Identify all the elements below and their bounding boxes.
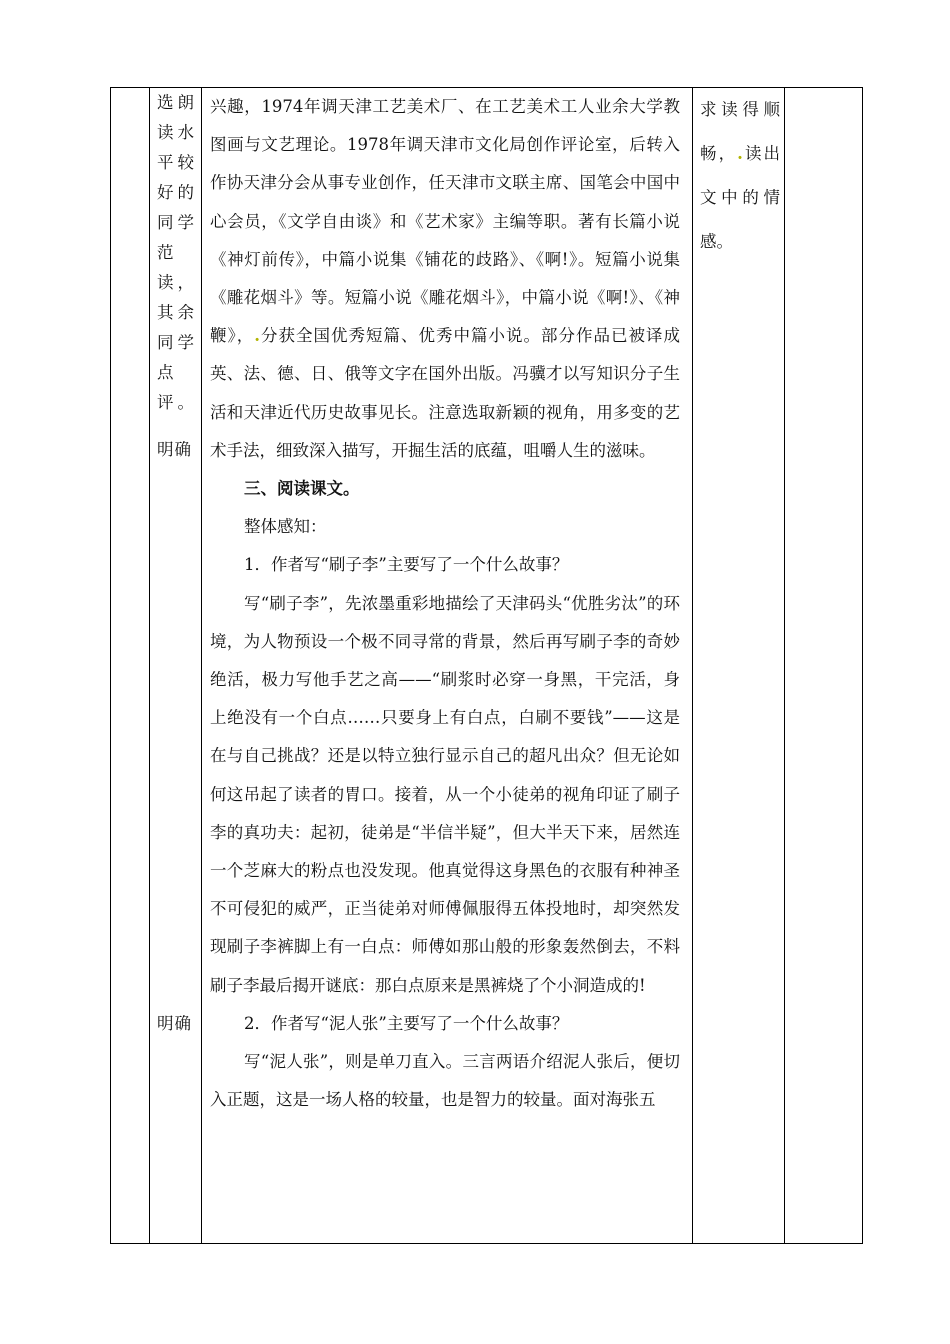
column-divider-1 [149,87,150,1244]
method-line: 其余 [157,303,198,322]
section-heading: 三、阅读课文。 [244,479,360,499]
goal-line [700,132,780,176]
author-intro-text: 兴趣，1974年调天津工艺美术厂、在工艺美术工人业余大学教图画与文艺理论。1978年调天津市文化局创作评论室，后转入作协天津分会从事专业创作，任天津市文联主席、国笔会中国中心会员，《文学自由谈》和《艺术家》主编等职。著有长篇小说《神灯前传》，中篇小说集《铺花的歧路》、《啊!》。短篇小说集《雕花烟斗》等。短篇小说《雕花烟斗》，中篇小说《啊!》、《神鞭》， [210,97,680,346]
goal-line: 求读得顺 [700,100,780,119]
mingque-label-1: 明确 [157,440,192,459]
column-divider-4 [784,87,785,1244]
method-line: 选朗 [157,93,198,112]
answer-2: 写“泥人张”，则是单刀直入。三言两语介绍泥人张后，便切入正题，这是一场人格的较量，也是智力的较量。面对海张五 [210,1052,680,1110]
question-1: 1．作者写“刷子李”主要写了一个什么故事？ [244,555,569,575]
question-2: 2．作者写“泥人张”主要写了一个什么故事？ [244,1013,569,1033]
answer-1: 写“刷子李”，先浓墨重彩地描绘了天津码头“优胜劣汰”的环境，为人物预设一个极不同寻常的背景，然后再写刷子李的奇妙绝活，极力写他手艺之高——“刷浆时必穿一身黑，干完活，身上绝没有一个白点……只要身上有白点，白刷不要钱”——这是在与自己挑战？还是以特立独行显示自己的超凡出众？但无论如何这吊起了读者的胃口。接着，从一个小徒弟的视角印证了刷子李的真功夫：起初，徒弟是“半信半疑”，但大半天下来，居然连一个芝麻大的粉点也没发现。他真觉得这身黑色的衣服有种神圣不可侵犯的威严，正当徒弟对师傅佩服得五体投地时，却突然发现刷子李裤脚上有一白点：师傅如那山般的形象轰然倒去，不料刷子李最后揭开谜底：那白点原来是黑裤烧了个小洞造成的! [210,593,680,995]
method-line: 评。 [157,393,198,412]
method-line: 同学 [157,333,198,352]
goal-line: 文中的情 [700,188,780,207]
table-bottom-border [110,1243,863,1244]
mingque-label-2: 明确 [157,1014,192,1033]
mark-dot: . [737,144,743,163]
column-divider-3 [692,87,693,1244]
author-intro-paragraph [210,88,680,470]
method-line: 读水 [157,123,198,142]
overall-perception-label: 整体感知： [244,517,327,537]
method-line: 点 [157,363,178,382]
mark-dot: . [254,326,260,346]
table-left-border [110,87,111,1244]
method-line: 读， [157,273,198,292]
method-line: 平较 [157,153,198,172]
method-line: 范 [157,243,178,262]
lesson-content-column [210,88,680,1119]
goal-text: 畅， [700,144,738,163]
goal-line: 感。 [700,232,733,251]
column-divider-2 [201,87,202,1244]
author-intro-text-tail: 分获全国优秀短篇、优秀中篇小说。部分作品已被译成英、法、德、日、俄等文字在国外出版。冯骥才以写知识分子生活和天津近代历史故事见长。注意选取新颖的视角，用多变的艺术手法，细致深入描写，开掘生活的底蕴，咀嚼人生的滋味。 [210,326,680,460]
goal-text: 读出 [742,144,780,163]
reading-goal-column [700,88,780,264]
method-line: 同学 [157,213,198,232]
method-line: 好的 [157,183,198,202]
teaching-method-column [157,88,197,418]
table-right-border [862,87,863,1244]
